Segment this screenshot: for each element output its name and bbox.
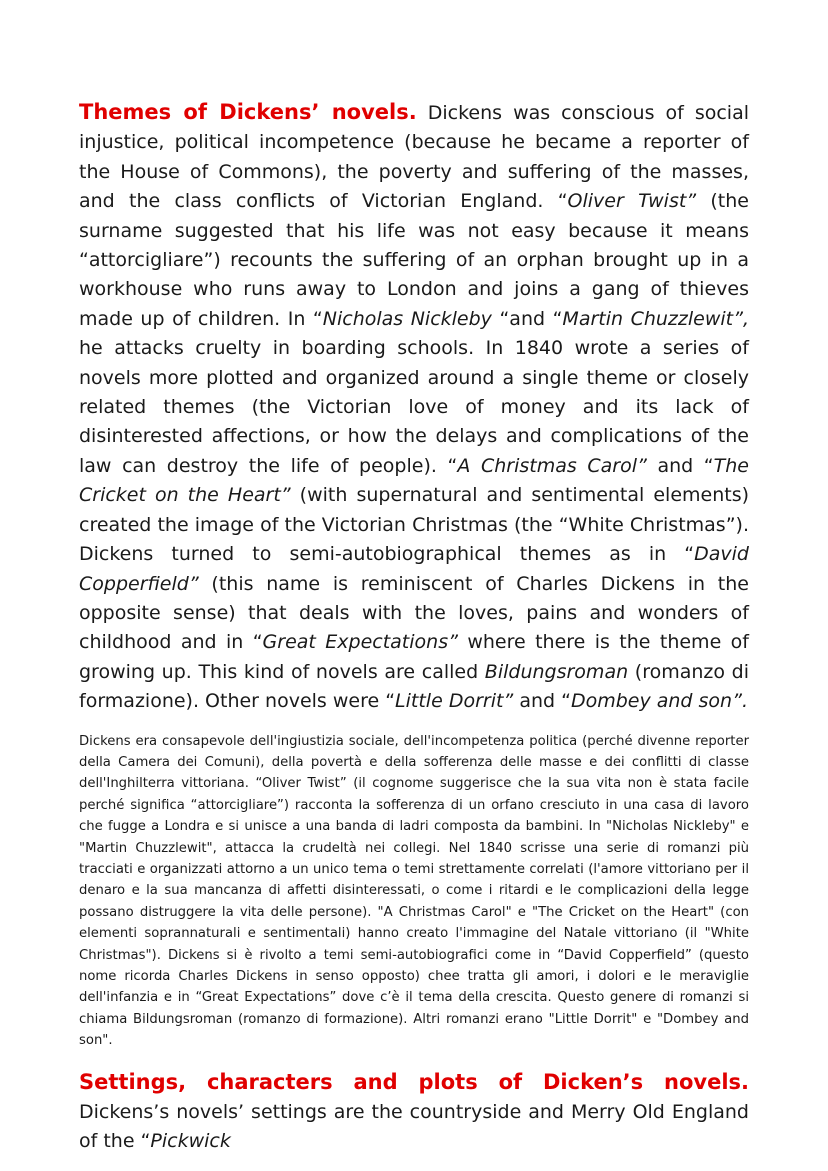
- title-cricket-on-the-heart: The Cricket on the Heart”: [79, 454, 749, 507]
- text-run: and “: [513, 690, 571, 713]
- text-run: (romanzo di formazione). Other novels were “: [79, 660, 749, 713]
- title-dombey-and-son: Dombey and son”.: [570, 690, 748, 713]
- title-great-expectations: Great Expectations”: [262, 631, 458, 654]
- settings-paragraph-english: [79, 1068, 749, 1157]
- text-run: (with supernatural and sentimental elements) created the image of the Victorian Christmas (the “White Christmas”). Dickens turned to semi-autobiographical themes as in “: [79, 484, 750, 566]
- title-david-copperfield: David Copperfield”: [79, 543, 749, 595]
- title-little-dorrit: Little Dorrit”: [395, 690, 514, 713]
- term-bildungsroman: Bildungsroman: [484, 660, 629, 683]
- text-run: he attacks cruelty in boarding schools. In 1840 wrote a series of novels more plotted and organized around a single theme or closely related themes (the Victorian love of money and its lack of disinterested affections, or how the delays and complications of the law can destroy the life of people). “: [79, 337, 749, 477]
- title-christmas-carol: A Christmas Carol”: [457, 454, 647, 477]
- text-run: Dickens’s novels’ settings are the countryside and Merry Old England of the “: [79, 1101, 749, 1153]
- text-run: “and “: [491, 307, 563, 330]
- document-page: [79, 98, 749, 1157]
- title-martin-chuzzlewit: Martin Chuzzlewit”,: [562, 307, 749, 330]
- themes-paragraph-english: [79, 98, 749, 717]
- title-oliver-twist: Oliver Twist”: [567, 190, 697, 213]
- text-run: where there is the theme of growing up. This kind of novels are called: [79, 631, 749, 683]
- themes-paragraph-italian: Dickens era consapevole dell'ingiustizia sociale, dell'incompetenza politica (perché divenne reporter della Camera dei Comuni), della povertà e della sofferenza delle masse e dei conflitti di classe dell'Inghilterra vittoriana. “Oliver Twist” (il cognome suggerisce che la sua vita non è stata facile perché significa “attorcigliare”) racconta la sofferenza di un orfano cresciuto in una casa di lavoro che fugge a Londra e si unisce a una banda di ladri composta da bambini. In "Nicholas Nickleby" e "Martin Chuzzlewit", attacca la crudeltà nei collegi. Nel 1840 scrisse una serie di romanzi più tracciati e organizzati attorno a un unico tema o temi strettamente correlati (l'amore vittoriano per il denaro e la sua mancanza di affetti disinteressati, o come i ritardi e le complicazioni della legge possano distruggere la vita delle persone). "A Christmas Carol" e "The Cricket on the Heart" (con elementi soprannaturali e sentimentali) hanno creato l'immagine del Natale vittoriano (il "White Christmas"). Dickens si è rivolto a temi semi-autobiografici come in “David Copperfield” (questo nome ricorda Charles Dickens in senso opposto) chee tratta gli amori, i dolori e le meraviglie dell'infanzia e in “Great Expectations” dove c’è il tema della crescita. Questo genere di romanzi si chiama Bildungsroman (romanzo di formazione). Altri romanzi erano "Little Dorrit" e "Dombey and son".: [79, 733, 749, 1049]
- title-nicholas-nickleby: Nicholas Nickleby: [322, 307, 492, 330]
- text-run: and “: [646, 454, 714, 477]
- settings-heading: Settings, characters and plots of Dicken’s novels.: [79, 1069, 749, 1094]
- text-run: (the surname suggested that his life was not easy because it means “attorcigliare”) recounts the suffering of an orphan brought up in a workhouse who runs away to London and joins a gang of thieves made up of children. In “: [79, 190, 749, 330]
- text-run: (this name is reminiscent of Charles Dickens in the opposite sense) that deals with the loves, pains and wonders of childhood and in “: [79, 572, 749, 654]
- text-run: Dickens was conscious of social injustice, political incompetence (because he became a reporter of the House of Commons), the poverty and suffering of the masses, and the class conflicts of Victorian England. “: [79, 102, 749, 213]
- title-pickwick: Pickwick: [150, 1130, 231, 1153]
- themes-heading: Themes of Dickens’ novels.: [79, 100, 417, 124]
